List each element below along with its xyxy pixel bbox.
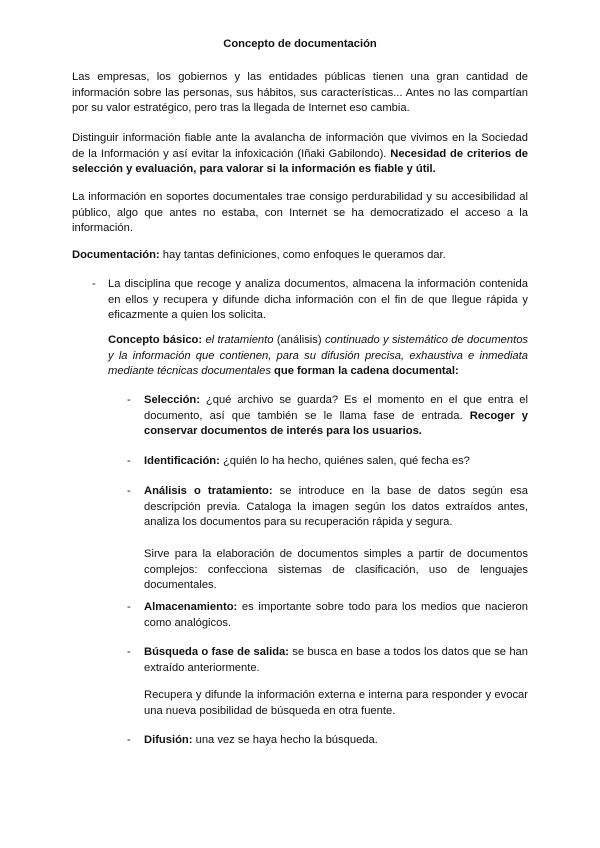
list-item-discipline-text: La disciplina que recoge y analiza documentos, almacena la información contenida en ellos y recupera y difunde dicha información con el fin de que llegue rápida y eficazmente a quien los solicita. <box>108 278 528 321</box>
chain-item-seleccion <box>144 393 528 440</box>
list-dash: - <box>127 455 131 467</box>
paragraph-supports <box>72 190 528 237</box>
page-title: Concepto de documentación <box>223 38 377 50</box>
busqueda-extra-text: Recupera y difunde la información externa e interna para responder y evocar una nueva posibilidad de búsqueda en otra fuente. <box>144 689 528 717</box>
chain-item-busqueda-extra <box>144 688 528 719</box>
chain-item-almacenamiento <box>144 600 528 631</box>
paragraph-infoxication-bold: Necesidad de criterios de selección y evaluación, para valorar si la información es fiable y útil. <box>72 147 528 175</box>
documentation-label: Documentación: <box>72 249 160 261</box>
list-dash: - <box>127 485 131 497</box>
seleccion-text: ¿qué archivo se guarda? Es el momento en el que entra el documento, así que también se le llama fase de entrada. <box>144 394 528 422</box>
difusion-label: Difusión: <box>144 734 193 746</box>
basic-concept-label: Concepto básico: <box>108 334 203 346</box>
list-dash: - <box>127 646 131 658</box>
busqueda-text: se busca en base a todos los datos que se han extraído anteriormente. <box>144 646 528 674</box>
analisis-label: Análisis o tratamiento: <box>144 485 273 497</box>
list-dash: - <box>92 278 96 290</box>
paragraph-intro <box>72 70 528 117</box>
seleccion-label: Selección: <box>144 394 200 406</box>
difusion-text: una vez se haya hecho la búsqueda. <box>192 734 378 746</box>
list-dash: - <box>127 394 131 406</box>
chain-item-busqueda <box>144 645 528 676</box>
list-item-discipline <box>108 277 528 324</box>
paragraph-infoxication <box>72 131 528 178</box>
analisis-text: se introduce en la base de datos según esa descripción previa. Cataloga la imagen según los datos extraídos antes, analiza los documentos para su recuperación rápida y segura. <box>144 485 528 528</box>
paragraph-documentation <box>72 248 528 264</box>
list-dash: - <box>127 601 131 613</box>
chain-item-analisis <box>144 484 528 531</box>
seleccion-bold: Recoger y conservar documentos de interés para los usuarios. <box>144 409 528 437</box>
paragraph-intro-text: Las empresas, los gobiernos y las entidades públicas tienen una gran cantidad de información sobre las personas, sus hábitos, sus características... Antes no las compartían por su valor estratégico, pero tras la llegada de Internet eso cambia. <box>72 71 528 114</box>
almacenamiento-label: Almacenamiento: <box>144 601 238 613</box>
paragraph-infoxication-text: Distinguir información fiable ante la avalancha de información que vivimos en la Sociedad de la Información y así evitar la infoxicación (Iñaki Gabilondo). <box>72 132 528 160</box>
identificacion-label: Identificación: <box>144 455 220 467</box>
paragraph-basic-concept <box>108 333 528 380</box>
documentation-text: hay tantas definiciones, como enfoques le queramos dar. <box>159 249 446 261</box>
basic-concept-bold: que forman la cadena documental: <box>270 365 459 377</box>
paragraph-supports-text: La información en soportes documentales trae consigo perdurabilidad y su accesibilidad al público, algo que antes no estaba, con Internet se ha democratizado el acceso a la información. <box>72 191 528 234</box>
busqueda-label: Búsqueda o fase de salida: <box>144 646 289 658</box>
chain-item-analisis-extra <box>144 547 528 594</box>
identificacion-text: ¿quién lo ha hecho, quiénes salen, qué fecha es? <box>219 455 470 467</box>
chain-item-difusion <box>144 733 528 749</box>
basic-concept-italic-2: continuado y sistemático de documentos y la información que contienen, para su difusión precisa, exhaustiva e inmediata mediante técnicas documentales <box>108 334 529 377</box>
chain-item-identificacion <box>144 454 528 470</box>
basic-concept-normal: (análisis) <box>276 334 322 346</box>
basic-concept-italic-1: el tratamiento <box>202 334 277 346</box>
list-dash: - <box>127 734 131 746</box>
analisis-extra-text: Sirve para la elaboración de documentos simples a partir de documentos complejos: confecciona sistemas de clasificación, uso de lenguajes documentales. <box>144 548 528 591</box>
almacenamiento-text: es importante sobre todo para los medios que nacieron como analógicos. <box>144 601 528 629</box>
